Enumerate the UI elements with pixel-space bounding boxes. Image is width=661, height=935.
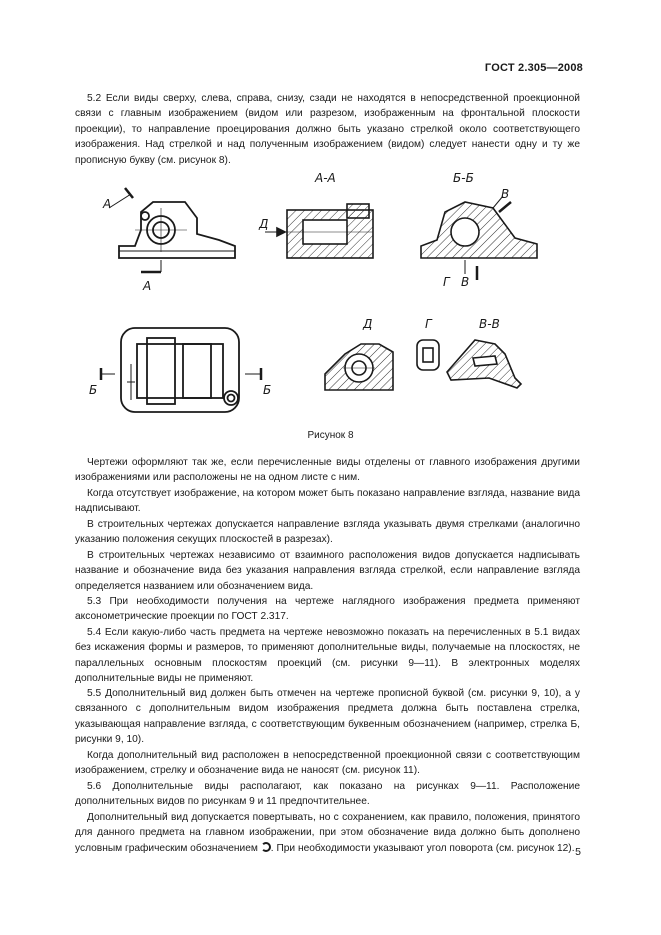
rotation-angle-text: При необходимости указывают угол поворота (см. рисунок 12). — [276, 842, 575, 854]
label-arrow-d: Д — [259, 217, 269, 231]
label-view-vv: В-В — [479, 317, 500, 331]
paragraph-building-2: В строительных чертежах независимо от взаимного расположения видов допускается надписывать название и обозначение вида без указания направления взгляда стрелкой, если направление взгляда определяется названием или обозначением вида. — [75, 550, 580, 592]
label-view-d: Д — [363, 317, 373, 331]
front-view-a — [109, 188, 235, 272]
paragraph-5-4: 5.4 Если какую-либо часть предмета на чертеже невозможно показать на перечисленных в 5.1 видах без искажения формы и размеров, то применяют дополнительные виды, получаемые на плоскостях, не параллельных основным плоскостям проекций (см. рисунки 9—11). В электронных моделях дополнительные виды не применяют. — [75, 627, 580, 685]
paragraph-building-1: В строительных чертежах допускается направление взгляда указывать двумя стрелками (аналогично указанию положения секущих плоскостей в разрезах). — [75, 519, 580, 546]
rotated-symbol-icon — [261, 842, 271, 852]
label-v-top: В — [501, 187, 510, 201]
page-number: 5 — [575, 846, 581, 858]
paragraph-5-6: 5.6 Дополнительные виды располагают, как показано на рисунках 9—11. Расположение дополнительных видов по рисункам 9 и 11 предпочтительнее. — [75, 781, 580, 808]
paragraph-5-2: 5.2 Если виды сверху, слева, справа, снизу, сзади не находятся в непосредственной проекционной связи с главным изображением (видом или разрезом, изображенным на фронтальной плоскости проекции), то направление проецирования должно быть указано стрелкой около соответствующего изображения. Над стрелкой и над полученным изображением (видом) следует нанести одну и ту же прописную букву (см. рисунок 8). — [75, 93, 580, 166]
label-b-right: Б — [263, 383, 272, 397]
view-d — [325, 344, 393, 390]
paragraph-5-5: 5.5 Дополнительный вид должен быть отмечен на чертеже прописной буквой (см. рисунки 9, 10), а у связанного с дополнительным видом изображения предмета должна быть поставлена стрелка, указывающая направление взгляда, с соответствующим буквенным обозначением (например, стрелка Б, рисунки 9, 10). — [75, 688, 580, 746]
figure-8 — [75, 168, 585, 428]
standard-header: ГОСТ 2.305—2008 — [484, 62, 583, 74]
label-v-bottom: В — [461, 275, 470, 289]
label-section-bb: Б-Б — [453, 171, 474, 185]
label-g-arrow: Г — [443, 275, 450, 289]
section-aa — [265, 204, 373, 258]
figure-caption: Рисунок 8 — [307, 430, 354, 441]
paragraph-rotation: Дополнительный вид допускается повертывать, но с сохранением, как правило, положения, принятого для данного предмета на главном изображении, при этом обозначение вида должно быть дополнено условным графическим обозначением . При необходимости указывают угол поворота (см. рисунок 12). — [75, 812, 580, 854]
label-a-bottom: А — [143, 279, 152, 293]
label-section-aa: А-А — [315, 171, 336, 185]
view-g — [417, 340, 439, 370]
figure-8-drawing — [75, 168, 585, 428]
top-view — [101, 328, 261, 412]
rotation-text: Дополнительный вид допускается повертывать, но с сохранением, как правило, положения, принятого для данного предмета на главном изображении, при этом обозначение вида должно быть дополнено условным графическим обозначением — [75, 812, 580, 854]
view-vv — [447, 340, 521, 388]
label-b-left: Б — [89, 383, 98, 397]
label-view-g: Г — [425, 317, 432, 331]
paragraph-5-3: 5.3 При необходимости получения на чертеже наглядного изображения предмета применяют аксонометрические проекции по ГОСТ 2.317. — [75, 596, 580, 623]
paragraph-no-image: Когда отсутствует изображение, на котором может быть показано направление взгляда, название вида надписывают. — [75, 488, 580, 515]
paragraph-drawings: Чертежи оформляют так же, если перечисленные виды отделены от главного изображения другими изображениями или расположены не на одном листе с ним. — [75, 457, 580, 484]
label-a-top: А — [103, 197, 112, 211]
paragraph-additional-view: Когда дополнительный вид расположен в непосредственной проекционной связи с соответствующим изображением, стрелку и обозначение вида не наносят (см. рисунок 11). — [75, 750, 580, 777]
section-bb — [421, 196, 537, 280]
